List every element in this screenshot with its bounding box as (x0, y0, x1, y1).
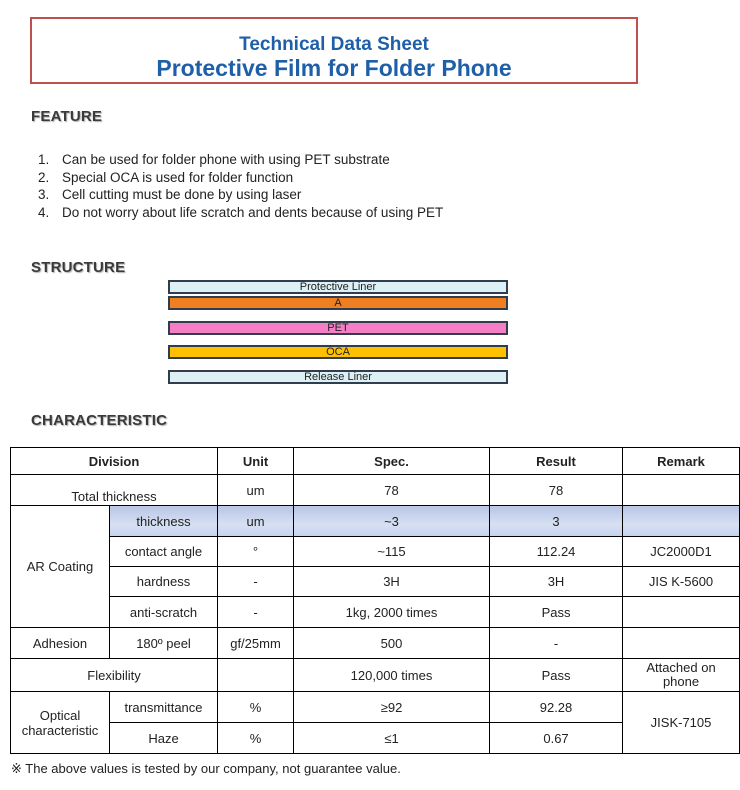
cell-result: 78 (490, 475, 623, 506)
cell-unit: um (218, 475, 294, 506)
table-row (11, 537, 740, 567)
cell-spec: 120,000 times (294, 659, 490, 692)
cell-unit (218, 659, 294, 692)
layer-release-liner: Release Liner (168, 370, 508, 384)
cell-spec: ≥92 (294, 692, 490, 723)
cell-item: Haze (110, 723, 218, 754)
feature-text: Special OCA is used for folder function (62, 169, 294, 185)
structure-heading: STRUCTURE (31, 259, 126, 276)
cell-remark (623, 506, 740, 537)
feature-item (38, 169, 443, 187)
table-row (11, 659, 740, 692)
cell-flexibility: Flexibility (11, 659, 218, 692)
cell-remark (623, 475, 740, 506)
optical-line-1: Optical (39, 707, 81, 723)
remark-line-1: Attached on (646, 660, 716, 675)
cell-item: transmittance (110, 692, 218, 723)
cell-unit: % (218, 723, 294, 754)
cell-unit: % (218, 692, 294, 723)
feature-text: Cell cutting must be done by using laser (62, 187, 302, 202)
remark-line-2: phone (662, 674, 700, 689)
cell-remark (623, 597, 740, 628)
cell-total-thickness: Total thickness (11, 475, 218, 506)
cell-unit: - (218, 597, 294, 628)
layer-protective-liner: Protective Liner (168, 280, 508, 294)
cell-remark (623, 659, 740, 692)
table-row (11, 597, 740, 628)
characteristic-table (10, 447, 740, 754)
footnote: ※ The above values is tested by our company, not guarantee value. (11, 761, 401, 776)
cell-item: hardness (110, 567, 218, 597)
feature-item (38, 186, 443, 204)
cell-result: 0.67 (490, 723, 623, 754)
title-line-2: Protective Film for Folder Phone (156, 55, 512, 81)
cell-spec: 78 (294, 475, 490, 506)
cell-remark: JIS K-5600 (623, 567, 740, 597)
feature-item (38, 204, 443, 222)
cell-item: thickness (110, 506, 218, 537)
cell-spec: 1kg, 2000 times (294, 597, 490, 628)
cell-result: Pass (490, 597, 623, 628)
cell-spec: ~3 (294, 506, 490, 537)
layer-a: A (168, 296, 508, 310)
title-line-1: Technical Data Sheet (239, 34, 429, 55)
cell-item: contact angle (110, 537, 218, 567)
cell-result: Pass (490, 659, 623, 692)
layer-pet: PET (168, 321, 508, 335)
layer-oca: OCA (168, 345, 508, 359)
feature-number: 4. (38, 204, 50, 220)
cell-unit: um (218, 506, 294, 537)
table-row (11, 475, 740, 506)
cell-remark: JISK-7105 (623, 692, 740, 754)
cell-ar-coating: AR Coating (11, 506, 110, 628)
cell-item: 180º peel (110, 628, 218, 659)
header-result: Result (490, 448, 623, 475)
title-box (30, 17, 638, 84)
cell-result: 112.24 (490, 537, 623, 567)
cell-optical (11, 692, 110, 754)
cell-remark (623, 628, 740, 659)
cell-unit: - (218, 567, 294, 597)
header-spec: Spec. (294, 448, 490, 475)
cell-remark: JC2000D1 (623, 537, 740, 567)
cell-result: 3 (490, 506, 623, 537)
feature-text: Can be used for folder phone with using PET substrate (62, 152, 390, 167)
table-row (11, 567, 740, 597)
header-unit: Unit (218, 448, 294, 475)
feature-list (38, 151, 443, 221)
cell-adhesion: Adhesion (11, 628, 110, 659)
table-header-row (11, 448, 740, 475)
feature-item (38, 151, 443, 169)
cell-unit: ° (218, 537, 294, 567)
feature-number: 3. (38, 187, 50, 202)
cell-spec: 500 (294, 628, 490, 659)
cell-result: 3H (490, 567, 623, 597)
feature-number: 1. (38, 152, 50, 167)
optical-line-2: characteristic (21, 722, 99, 738)
cell-result: 92.28 (490, 692, 623, 723)
header-remark: Remark (623, 448, 740, 475)
cell-result: - (490, 628, 623, 659)
cell-spec: 3H (294, 567, 490, 597)
feature-heading: FEATURE (31, 108, 103, 125)
characteristic-heading: CHARACTERISTIC (31, 412, 168, 429)
cell-unit: gf/25mm (218, 628, 294, 659)
feature-text: Do not worry about life scratch and dents because of using PET (62, 204, 444, 220)
table-row (11, 506, 740, 537)
cell-item: anti-scratch (110, 597, 218, 628)
header-division: Division (11, 448, 218, 475)
cell-spec: ~115 (294, 537, 490, 567)
table-row (11, 628, 740, 659)
feature-number: 2. (38, 169, 50, 185)
cell-spec: ≤1 (294, 723, 490, 754)
table-row (11, 692, 740, 723)
